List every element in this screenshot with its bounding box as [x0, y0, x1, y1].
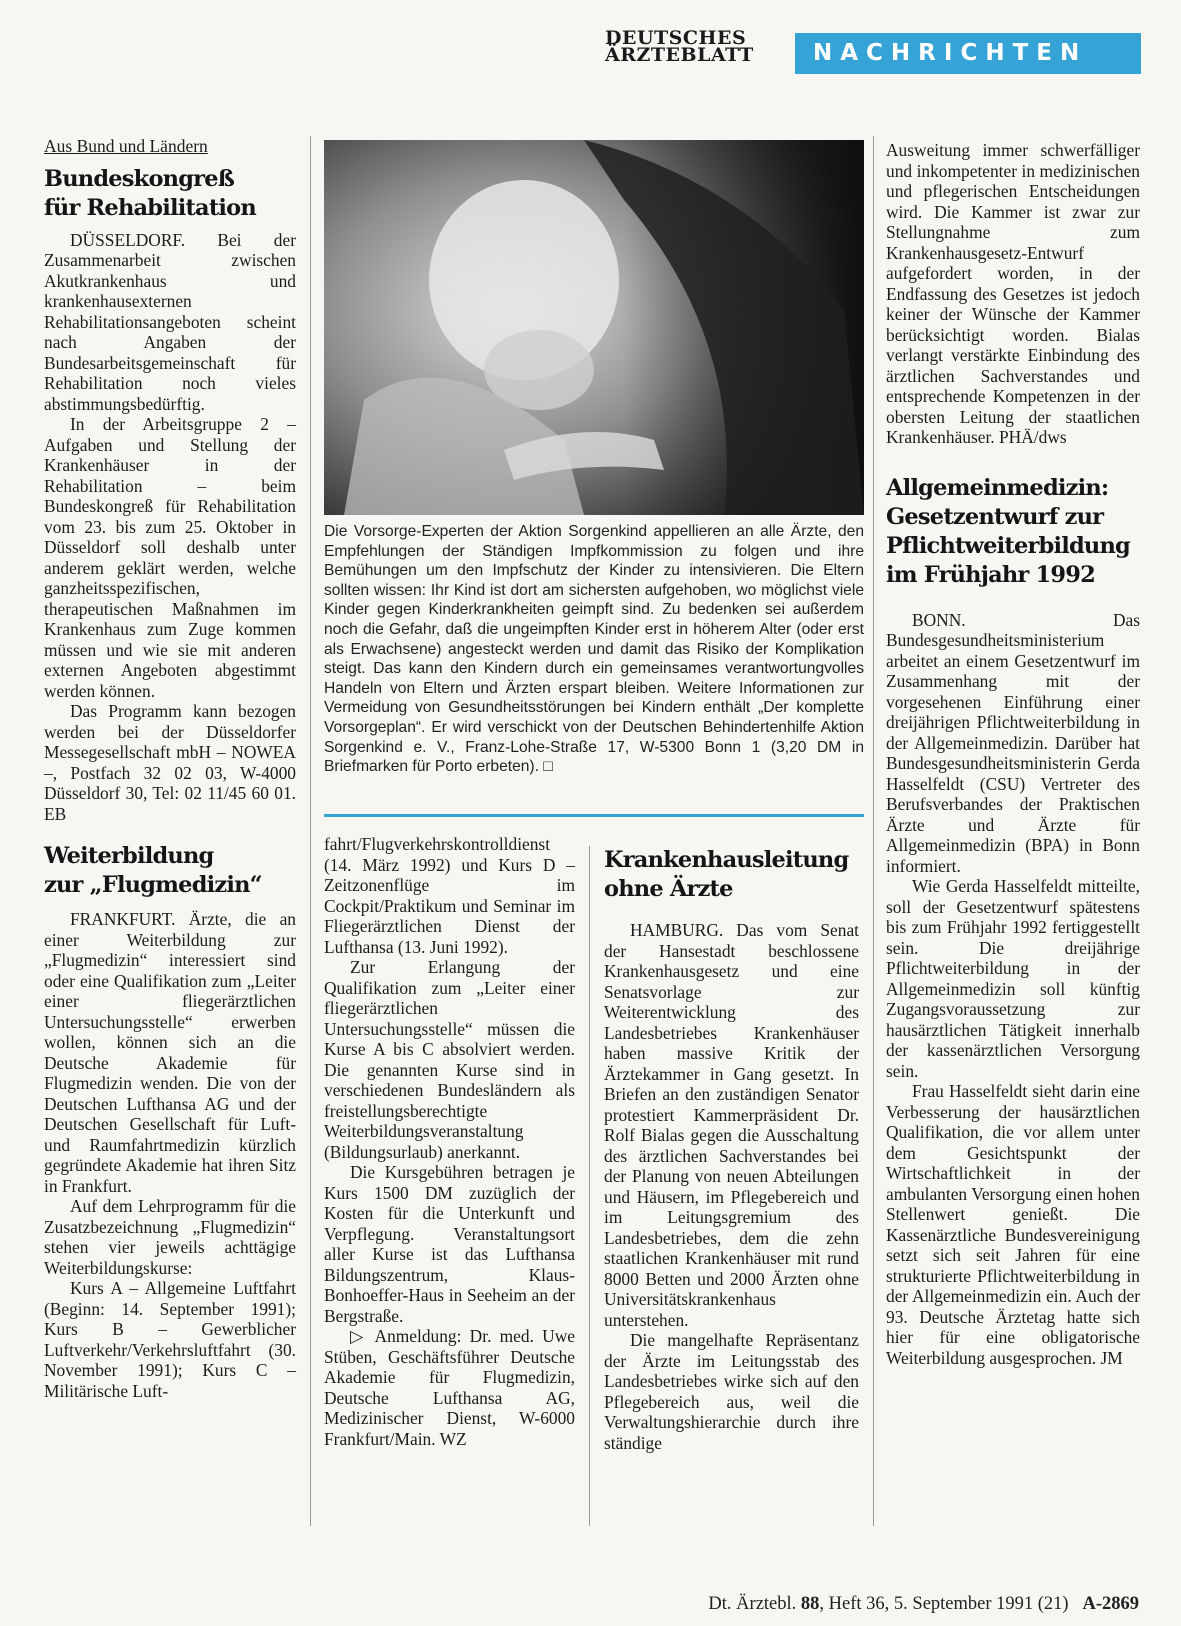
paragraph: fahrt/Flugverkehrskontrolldienst (14. März 1992) und Kurs D – Zeitzonenflüge im Cockpit/Praktikum und Seminar im Fliegerärztlichen Dienst der Lufthansa (13. Juni 1992).	[324, 834, 575, 957]
headline-line: zur „Flugmedizin“	[44, 872, 262, 898]
column-rule	[310, 136, 311, 1526]
paragraph: Auf dem Lehrprogramm für die Zusatzbezeichnung „Flugmedizin“ stehen vier jeweils achttägige Weiterbildungskurse:	[44, 1196, 296, 1278]
paragraph: BONN. Das Bundesgesundheitsministerium arbeitet an einem Gesetzentwurf im Zusammenhang mit der vorgesehenen Einführung einer dreijährigen Pflichtweiterbildung in der Allgemeinmedizin. Darüber hat Bundesgesundheitsministerin Gerda Hasselfeldt (CSU) Vertreter des Berufsverbandes der Praktischen Ärzte und Ärzte für Allgemeinmedizin (BPA) in Bonn informiert.	[886, 609, 1140, 876]
paragraph: Die Kursgebühren betragen je Kurs 1500 DM zuzüglich der Kosten für die Unterkunft und Verpflegung. Veranstaltungsort aller Kurse ist das Lufthansa Bildungszentrum, Klaus-Bonhoeffer-Haus in Seeheim an der Bergstraße.	[324, 1162, 575, 1326]
headline-line: Bundeskongreß	[44, 165, 235, 192]
rubric: Aus Bund und Ländern	[44, 136, 208, 156]
paragraph: Die mangelhafte Repräsentanz der Ärzte im Leitungsstab des Landesbetriebes wirke sich auf den Pflegebereich aus, weil die Verwaltungshierarchie durch ihre ständige	[604, 1330, 859, 1453]
paragraph: Ausweitung immer schwerfälliger und inkompetenter in medizinischen und pflegerischen Entscheidungen wird. Die Kammer ist zwar zur Stellungnahme zum Krankenhausgesetz-Entwurf aufgefordert worden, in der Endfassung des Gesetzes ist jedoch keiner der Wünsche der Kammer berücksichtigt worden. Bialas verlangt verstärkte Einbindung des ärztlichen Sachverstandes und entsprechende Kompetenzen in der obersten Leitung der staatlichen Krankenhäuser. PHÄ/dws	[886, 140, 1140, 447]
page-footer	[708, 1594, 1139, 1615]
paragraph: Kurs A – Allgemeine Luftfahrt (Beginn: 14. September 1991); Kurs B – Gewerblicher Luftverkehr/Verkehrsluftfahrt (30. November 1991); Kurs C – Militärische Luft-	[44, 1278, 296, 1401]
headline-flugmedizin	[44, 842, 296, 900]
column-3	[604, 846, 859, 1453]
footer-issue-date: , Heft 36, 5. September 1991 (21)	[819, 1594, 1069, 1614]
paragraph: FRANKFURT. Ärzte, die an einer Weiterbildung zur „Flugmedizin“ interessiert sind oder eine Qualifikation zum „Leiter einer fliegerärztlichen Untersuchungsstelle“ erwerben wollen, können sich an die Deutsche Akademie für Flugmedizin wenden. Die von der Deutschen Lufthansa AG und der Deutschen Gesellschaft für Luft- und Raumfahrtmedizin kürzlich gegründete Akademie hat ihren Sitz in Frankfurt.	[44, 909, 296, 1196]
headline-rehabilitation	[44, 165, 296, 223]
section-badge: NACHRICHTEN	[795, 33, 1141, 74]
headline-allgemeinmedizin	[886, 474, 1140, 590]
column-rule	[589, 846, 590, 1526]
headline-line: Allgemeinmedizin:	[886, 474, 1109, 501]
accent-rule	[324, 814, 864, 817]
column-rule	[873, 136, 874, 1526]
column-2	[324, 834, 575, 1449]
column-4	[886, 140, 1140, 1368]
headline-line: Krankenhausleitung	[604, 847, 849, 873]
paragraph: HAMBURG. Das vom Senat der Hansestadt beschlossene Krankenhausgesetz und eine Senatsvorlage zur Weiterentwicklung des Landesbetriebes Krankenhäuser haben massive Kritik der Ärztekammer in Gang gesetzt. In Briefen an den zuständigen Senator protestiert Kammerpräsident Dr. Rolf Bialas gegen die Ausschaltung des ärztlichen Sachverstandes bei der Planung von neuen Abteilungen und Häusern, im Pflegebereich und im Leitungsgremium des Landesbetriebes, dem die zehn staatlichen Krankenhäuser mit rund 8000 Betten und 2000 Ärzten ohne Universitätskrankenhaus unterstehen.	[604, 920, 859, 1330]
footer-journal: Dt. Ärztebl.	[708, 1594, 797, 1614]
footer-volume: 88	[800, 1594, 820, 1614]
footer-page-number: A-2869	[1082, 1594, 1139, 1614]
headline-line: Weiterbildung	[44, 843, 214, 869]
paragraph: Wie Gerda Hasselfeldt mitteilte, soll der Gesetzentwurf spätestens bis zum Frühjahr 1992 fertiggestellt sein. Die dreijährige Pflichtweiterbildung in der Allgemeinmedizin soll künftig Zugangsvoraussetzung zur hausärztlichen Tätigkeit innerhalb der kassenärztlichen Versorgung sein.	[886, 876, 1140, 1081]
headline-line: Gesetzentwurf zur	[886, 503, 1104, 530]
masthead-line-1: DEUTSCHES	[605, 27, 747, 49]
paragraph: ▷ Anmeldung: Dr. med. Uwe Stüben, Geschäftsführer Deutsche Akademie für Flugmedizin, Deutsche Lufthansa AG, Medizinischer Dienst, W-6000 Frankfurt/Main. WZ	[324, 1326, 575, 1449]
headline-line: ohne Ärzte	[604, 876, 733, 902]
photo-child-vaccination	[324, 140, 864, 515]
paragraph: DÜSSELDORF. Bei der Zusammenarbeit zwischen Akutkrankenhaus und krankenhausexternen Rehabilitationsangeboten scheint nach Angaben der Bundesarbeitsgemeinschaft für Rehabilitation noch vieles abstimmungsbedürftig.	[44, 229, 296, 414]
paragraph: In der Arbeitsgruppe 2 – Aufgaben und Stellung der Krankenhäuser in der Rehabilitation – beim Bundeskongreß für Rehabilitation vom 23. bis zum 25. Oktober in Düsseldorf soll deshalb unter anderem geklärt werden, welche ganzheitsspezifischen, therapeutischen Maßnahmen im Krankenhaus zum Zuge kommen müssen und wie sie mit anderen externen Angeboten abgestimmt werden können.	[44, 414, 296, 701]
column-1	[44, 136, 296, 1401]
headline-line: im Frühjahr 1992	[886, 561, 1095, 588]
paragraph: Frau Hasselfeldt sieht darin eine Verbesserung der hausärztlichen Qualifikation, die vor allem unter dem Gesichtspunkt der Wirtschaftlichkeit in der ambulanten Versorgung einen hohen Stellenwert genießt. Die Kassenärztliche Bundesvereinigung setzt sich seit Jahren für eine strukturierte Pflichtweiterbildung in der Allgemeinmedizin ein. Auch der 93. Deutsche Ärztetag hatte sich hier für eine obligatorische Weiterbildung ausgesprochen. JM	[886, 1081, 1140, 1368]
photo-image	[324, 140, 864, 515]
photo-caption: Die Vorsorge-Experten der Aktion Sorgenkind appellieren an alle Ärzte, den Empfehlungen der Ständigen Impfkommission zu folgen und ihre Bemühungen um den Impfschutz der Kinder zu intensivieren. Die Eltern sollten wissen: Ihr Kind ist dort am sichersten aufgehoben, wo möglichst viele Kinder gegen Kinderkrankheiten geimpft sind. Zu bedenken sei außerdem noch die Gefahr, daß die ungeimpften Kinder erst in höherem Alter (oder erst als Erwachsene) angesteckt werden und damit das Risiko der Komplikation steigt. Das kann den Kindern durch ein gemeinsames verantwortungvolles Handeln von Eltern und Ärzten erspart bleiben. Weitere Informationen zur Vermeidung von Gesundheitsstörungen bei Kindern enthält „Der komplette Vorsorgeplan“. Er wird verschickt von der Deutschen Behindertenhilfe Aktion Sorgenkind e. V., Franz-Lohe-Straße 17, W-5300 Bonn 1 (3,20 DM in Briefmarken für Porto erbeten). □	[324, 523, 864, 776]
headline-line: Pflichtweiterbildung	[886, 532, 1130, 559]
masthead-logo	[605, 27, 767, 66]
headline-line: für Rehabilitation	[44, 194, 256, 221]
paragraph: Das Programm kann bezogen werden bei der Düsseldorfer Messegesellschaft mbH – NOWEA –, Postfach 32 02 03, W-4000 Düsseldorf 30, Tel: 02 11/45 60 01. EB	[44, 701, 296, 824]
headline-krankenhausleitung	[604, 846, 859, 904]
paragraph: Zur Erlangung der Qualifikation zum „Leiter einer fliegerärztlichen Untersuchungsstelle“ müssen die Kurse A bis C absolviert werden. Die genannten Kurse sind in verschiedenen Bundesländern als freistellungsberechtigte Weiterbildungsveranstaltung (Bildungsurlaub) anerkannt.	[324, 957, 575, 1162]
masthead-line-2: ÄRZTEBLATT	[605, 44, 754, 66]
